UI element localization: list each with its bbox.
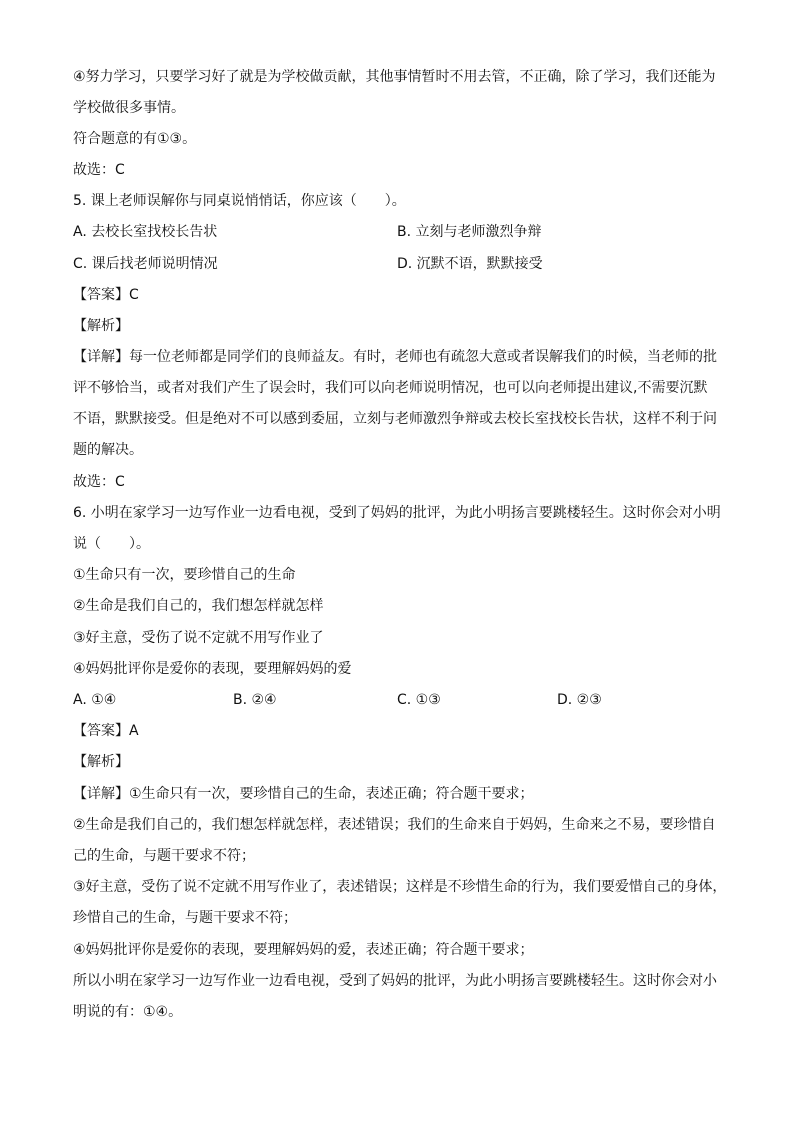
q6-item-3: ③好主意，受伤了说不定就不用写作业了 xyxy=(73,630,324,646)
q5-analysis-label: 【解析】 xyxy=(73,318,129,334)
q6-detail-line3: 己的生命，与题干要求不符； xyxy=(73,848,255,864)
q6-item-4: ④妈妈批评你是爱你的表现，要理解妈妈的爱 xyxy=(73,661,352,677)
q5-detail-line4: 题的解决。 xyxy=(73,442,143,458)
q4-conclusion: 符合题意的有①③。 xyxy=(73,131,197,147)
q6-option-a: A. ①④ xyxy=(73,692,117,708)
q6-item-1: ①生命只有一次，要珍惜自己的生命 xyxy=(73,567,296,583)
q6-option-d: D. ②③ xyxy=(557,692,602,708)
q5-answer: 【答案】C xyxy=(73,287,139,303)
q5-option-c: C. 课后找老师说明情况 xyxy=(73,256,218,272)
q4-option-4-line2: 学校做很多事情。 xyxy=(73,100,185,116)
q6-detail-line7: 所以小明在家学习一边写作业一边看电视，受到了妈妈的批评，为此小明扬言要跳楼轻生。这时你会对小 xyxy=(73,973,717,989)
q4-option-4-line1: ④努力学习，只要学习好了就是为学校做贡献，其他事情暂时不用去管，不正确，除了学习，我们还能为 xyxy=(73,69,716,85)
q6-detail-line5: 珍惜自己的生命，与题干要求不符； xyxy=(73,910,297,926)
q6-item-2: ②生命是我们自己的，我们想怎样就怎样 xyxy=(73,598,324,614)
q5-stem: 5. 课上老师误解你与同桌说悄悄话，你应该（ ）。 xyxy=(73,193,406,209)
q6-detail-line8: 明说的有：①④。 xyxy=(73,1004,183,1020)
q6-detail-line4: ③好主意，受伤了说不定就不用写作业了，表述错误；这样是不珍惜生命的行为，我们要爱惜自己的身体， xyxy=(73,879,727,895)
q5-option-d: D. 沉默不语，默默接受 xyxy=(397,256,543,272)
q6-stem-line1: 6. 小明在家学习一边写作业一边看电视，受到了妈妈的批评，为此小明扬言要跳楼轻生。这时你会对小明 xyxy=(73,505,721,521)
q6-answer: 【答案】A xyxy=(73,723,139,739)
q6-analysis-label: 【解析】 xyxy=(73,754,129,770)
q4-choice: 故选：C xyxy=(73,162,125,178)
q6-option-c: C. ①③ xyxy=(397,692,441,708)
q6-detail-line6: ④妈妈批评你是爱你的表现，要理解妈妈的爱，表述正确；符合题干要求； xyxy=(73,942,534,958)
q6-option-b: B. ②④ xyxy=(233,692,277,708)
q5-detail-line3: 不语，默默接受。但是绝对不可以感到委屈，立刻与老师激烈争辩或去校长室找校长告状，这样不利于问 xyxy=(73,411,717,427)
q6-detail-line1: 【详解】①生命只有一次，要珍惜自己的生命，表述正确；符合题干要求； xyxy=(73,786,534,802)
q6-stem-line2: 说（ ）。 xyxy=(73,536,150,552)
q5-option-a: A. 去校长室找校长告状 xyxy=(73,224,218,240)
q6-detail-line2: ②生命是我们自己的，我们想怎样就怎样，表述错误；我们的生命来自于妈妈，生命来之不易，要珍惜自 xyxy=(73,817,716,833)
q5-option-b: B. 立刻与老师激烈争辩 xyxy=(397,224,542,240)
q5-detail-line2: 评不够恰当，或者对我们产生了误会时，我们可以向老师说明情况，也可以向老师提出建议,不需要沉默 xyxy=(73,380,708,396)
q5-choice: 故选：C xyxy=(73,474,125,490)
q5-detail-line1: 【详解】每一位老师都是同学们的良师益友。有时，老师也有疏忽大意或者误解我们的时候，当老师的批 xyxy=(73,349,717,365)
